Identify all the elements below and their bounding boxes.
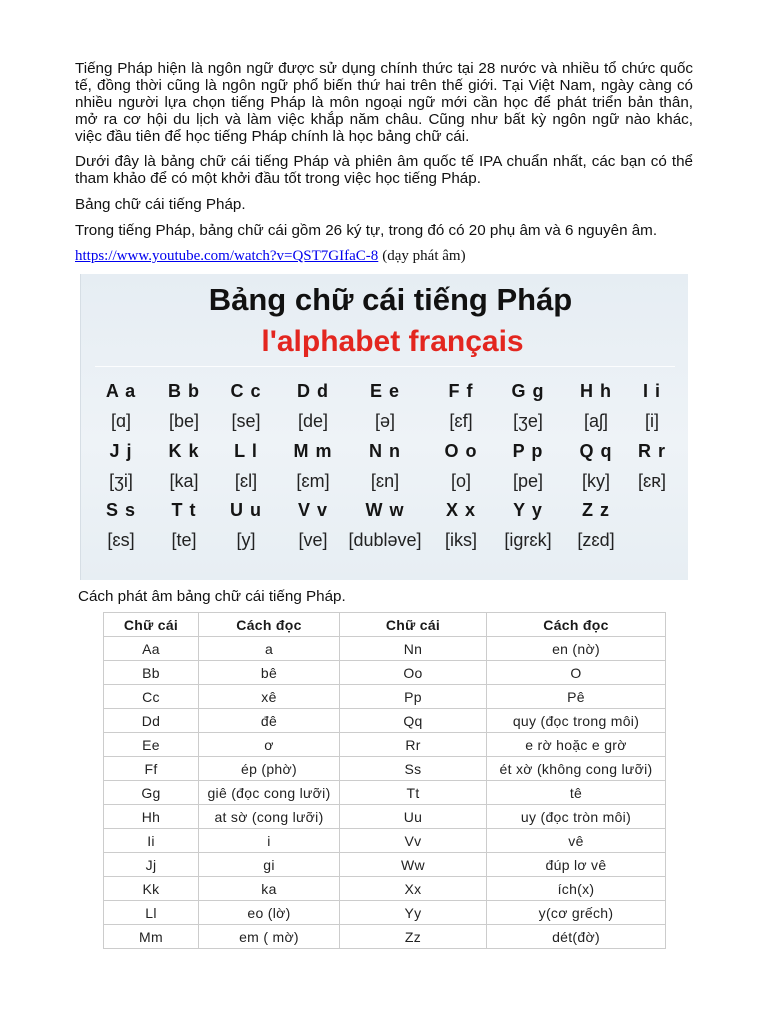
letter-cell: Bb (104, 661, 199, 685)
letter: A a (105, 381, 137, 401)
letter: J j (109, 441, 133, 461)
divider (95, 366, 675, 367)
text-line: tham khảo để có một khởi đầu tốt trong việc học tiếng Pháp. (75, 170, 481, 187)
letter-cell: Gg (104, 781, 199, 805)
ipa-transcription: [ɛʀ] (637, 471, 666, 491)
table-row (104, 853, 666, 877)
pronunciation-table (103, 612, 666, 949)
ipa-transcription: [dubləve] (348, 530, 422, 550)
table-row (104, 685, 666, 709)
letter-cell: Uu (340, 805, 487, 829)
letter-cell: Dd (104, 709, 199, 733)
letter-cell: Aa (104, 637, 199, 661)
letter-cell: Pp (340, 685, 487, 709)
letter-cell: Nn (340, 637, 487, 661)
letter: D d (297, 381, 329, 401)
reading-cell: ét xờ (không cong lưỡi) (487, 757, 666, 781)
letter: P p (512, 441, 544, 461)
letter: S s (105, 500, 137, 520)
letter-cell: Mm (104, 925, 199, 949)
ipa-transcription: [i] (644, 411, 659, 431)
reading-cell: ơ (199, 733, 340, 757)
letter: H h (580, 381, 612, 401)
ipa-transcription: [ʒi] (109, 471, 133, 491)
letter-cell: Ee (104, 733, 199, 757)
letter-cell: Tt (340, 781, 487, 805)
reading-cell: dét(đờ) (487, 925, 666, 949)
letter: O o (444, 441, 478, 461)
letter: E e (369, 381, 401, 401)
link-note: (dạy phát âm) (382, 248, 466, 264)
ipa-transcription: [te] (171, 530, 197, 550)
table-row (104, 709, 666, 733)
ipa-transcription: [ky] (581, 471, 610, 491)
reading-cell: giê (đọc cong lưỡi) (199, 781, 340, 805)
table-row (104, 661, 666, 685)
ipa-transcription: [ka] (169, 471, 199, 491)
alphabet-chart-image (80, 274, 688, 580)
intro-paragraph (75, 60, 693, 145)
table-row (104, 805, 666, 829)
column-header-reading: Cách đọc (199, 613, 340, 637)
table-row (104, 637, 666, 661)
ipa-transcription: [ɛf] (449, 411, 473, 431)
reading-cell: ka (199, 877, 340, 901)
letter-cell: Ii (104, 829, 199, 853)
table-row (104, 829, 666, 853)
letter-cell: Oo (340, 661, 487, 685)
reading-cell: Pê (487, 685, 666, 709)
letter: T t (171, 500, 197, 520)
chart-subtitle: l'alphabet français (261, 325, 524, 358)
letter-cell: Hh (104, 805, 199, 829)
letter-cell: Jj (104, 853, 199, 877)
letter-cell: Zz (340, 925, 487, 949)
chart-title: Bảng chữ cái tiếng Pháp (208, 282, 573, 317)
reading-cell: uy (đọc tròn môi) (487, 805, 666, 829)
letter: Y y (513, 500, 543, 520)
letter: K k (168, 441, 200, 461)
ipa-transcription: [o] (450, 471, 471, 491)
overview-paragraph (75, 153, 693, 187)
text-line: Bảng chữ cái tiếng Pháp. (75, 196, 246, 213)
ipa-transcription: [ve] (298, 530, 328, 550)
text-line: tế, đồng thời cũng là ngôn ngữ phổ biến thứ hai trên thế giới. Tại Việt Nam, ngày càng có (75, 77, 693, 94)
letter: G g (511, 381, 545, 401)
letter: Q q (579, 441, 613, 461)
text-line: nhiều người lựa chọn tiếng Pháp là môn ngoại ngữ mới cần học để phát triển bản thân, (75, 94, 693, 111)
table-row (104, 733, 666, 757)
column-header-letter: Chữ cái (340, 613, 487, 637)
ipa-transcription: [iks] (444, 530, 477, 550)
table-row (104, 757, 666, 781)
ipa-transcription: [aʃ] (583, 411, 608, 431)
ipa-transcription: [be] (168, 411, 200, 431)
reading-cell: e rờ hoặc e grờ (487, 733, 666, 757)
letter: R r (637, 441, 666, 461)
reading-cell: en (nờ) (487, 637, 666, 661)
letter: F f (448, 381, 474, 401)
text-line: Tiếng Pháp hiện là ngôn ngữ được sử dụng chính thức tại 28 nước và nhiều tổ chức quốc (75, 60, 693, 77)
letter-cell: Qq (340, 709, 487, 733)
reading-cell: y(cơ grếch) (487, 901, 666, 925)
letter-cell: Ss (340, 757, 487, 781)
table-row (104, 925, 666, 949)
pronunciation-caption: Cách phát âm bảng chữ cái tiếng Pháp. (78, 588, 346, 605)
youtube-link[interactable]: https://www.youtube.com/watch?v=QST7GIfaC-8 (75, 248, 379, 264)
text-line: việc đầu tiên để học tiếng Pháp chính là học bảng chữ cái. (75, 128, 470, 145)
ipa-transcription: [ɛl] (234, 471, 258, 491)
letter: C c (230, 381, 262, 401)
reading-cell: at sờ (cong lưỡi) (199, 805, 340, 829)
ipa-transcription: [se] (231, 411, 261, 431)
letter-cell: Yy (340, 901, 487, 925)
reading-cell: ép (phờ) (199, 757, 340, 781)
table-row (104, 901, 666, 925)
letter-cell-z (551, 495, 641, 555)
letter-cell: Vv (340, 829, 487, 853)
text-line: Dưới đây là bảng chữ cái tiếng Pháp và phiên âm quốc tế IPA chuẩn nhất, các bạn có thể (75, 153, 693, 170)
table-header-row (104, 613, 666, 637)
alphabet-summary (75, 222, 693, 239)
letter: L l (234, 441, 258, 461)
ipa-transcription: [ɛm] (296, 471, 330, 491)
reading-cell: gi (199, 853, 340, 877)
letter: U u (230, 500, 262, 520)
letter-cell-r (607, 436, 688, 496)
ipa-transcription: [zɛd] (577, 530, 615, 550)
letter-cell: Xx (340, 877, 487, 901)
table-row (104, 877, 666, 901)
letter: W w (365, 500, 405, 520)
alphabet-heading (75, 196, 693, 213)
ipa-transcription: [de] (297, 411, 329, 431)
ipa-transcription: [y] (236, 530, 256, 550)
video-link-line (75, 248, 693, 265)
ipa-transcription: [ɛn] (370, 471, 400, 491)
ipa-transcription: [igrɛk] (504, 530, 552, 550)
ipa-transcription: [ʒe] (513, 411, 543, 431)
reading-cell: a (199, 637, 340, 661)
reading-cell: tê (487, 781, 666, 805)
text-line: mở ra cơ hội du lịch và làm việc khắp năm châu. Cũng như bất kỳ ngôn ngữ nào khác, (75, 111, 693, 128)
letter: B b (168, 381, 200, 401)
reading-cell: vê (487, 829, 666, 853)
table-row (104, 781, 666, 805)
reading-cell: O (487, 661, 666, 685)
ipa-transcription: [ə] (374, 411, 395, 431)
reading-cell: eo (lờ) (199, 901, 340, 925)
column-header-letter: Chữ cái (104, 613, 199, 637)
letter: Z z (582, 500, 610, 520)
letter: V v (297, 500, 329, 520)
letter-cell: Rr (340, 733, 487, 757)
letter: N n (369, 441, 401, 461)
letter-cell-i (607, 376, 688, 436)
letter-cell: Ll (104, 901, 199, 925)
reading-cell: quy (đọc trong môi) (487, 709, 666, 733)
letter-cell: Ff (104, 757, 199, 781)
letter: X x (445, 500, 477, 520)
letter-cell: Kk (104, 877, 199, 901)
letter: M m (293, 441, 333, 461)
letter-cell: Cc (104, 685, 199, 709)
letter: I i (642, 381, 661, 401)
reading-cell: đê (199, 709, 340, 733)
column-header-reading: Cách đọc (487, 613, 666, 637)
ipa-transcription: [pe] (512, 471, 544, 491)
letter-cell: Ww (340, 853, 487, 877)
reading-cell: bê (199, 661, 340, 685)
reading-cell: i (199, 829, 340, 853)
ipa-transcription: [ɑ] (110, 411, 131, 431)
reading-cell: ích(x) (487, 877, 666, 901)
ipa-transcription: [ɛs] (107, 530, 135, 550)
reading-cell: em ( mờ) (199, 925, 340, 949)
text-line: Trong tiếng Pháp, bảng chữ cái gồm 26 ký tự, trong đó có 20 phụ âm và 6 nguyên âm. (75, 222, 658, 239)
reading-cell: xê (199, 685, 340, 709)
reading-cell: đúp lơ vê (487, 853, 666, 877)
